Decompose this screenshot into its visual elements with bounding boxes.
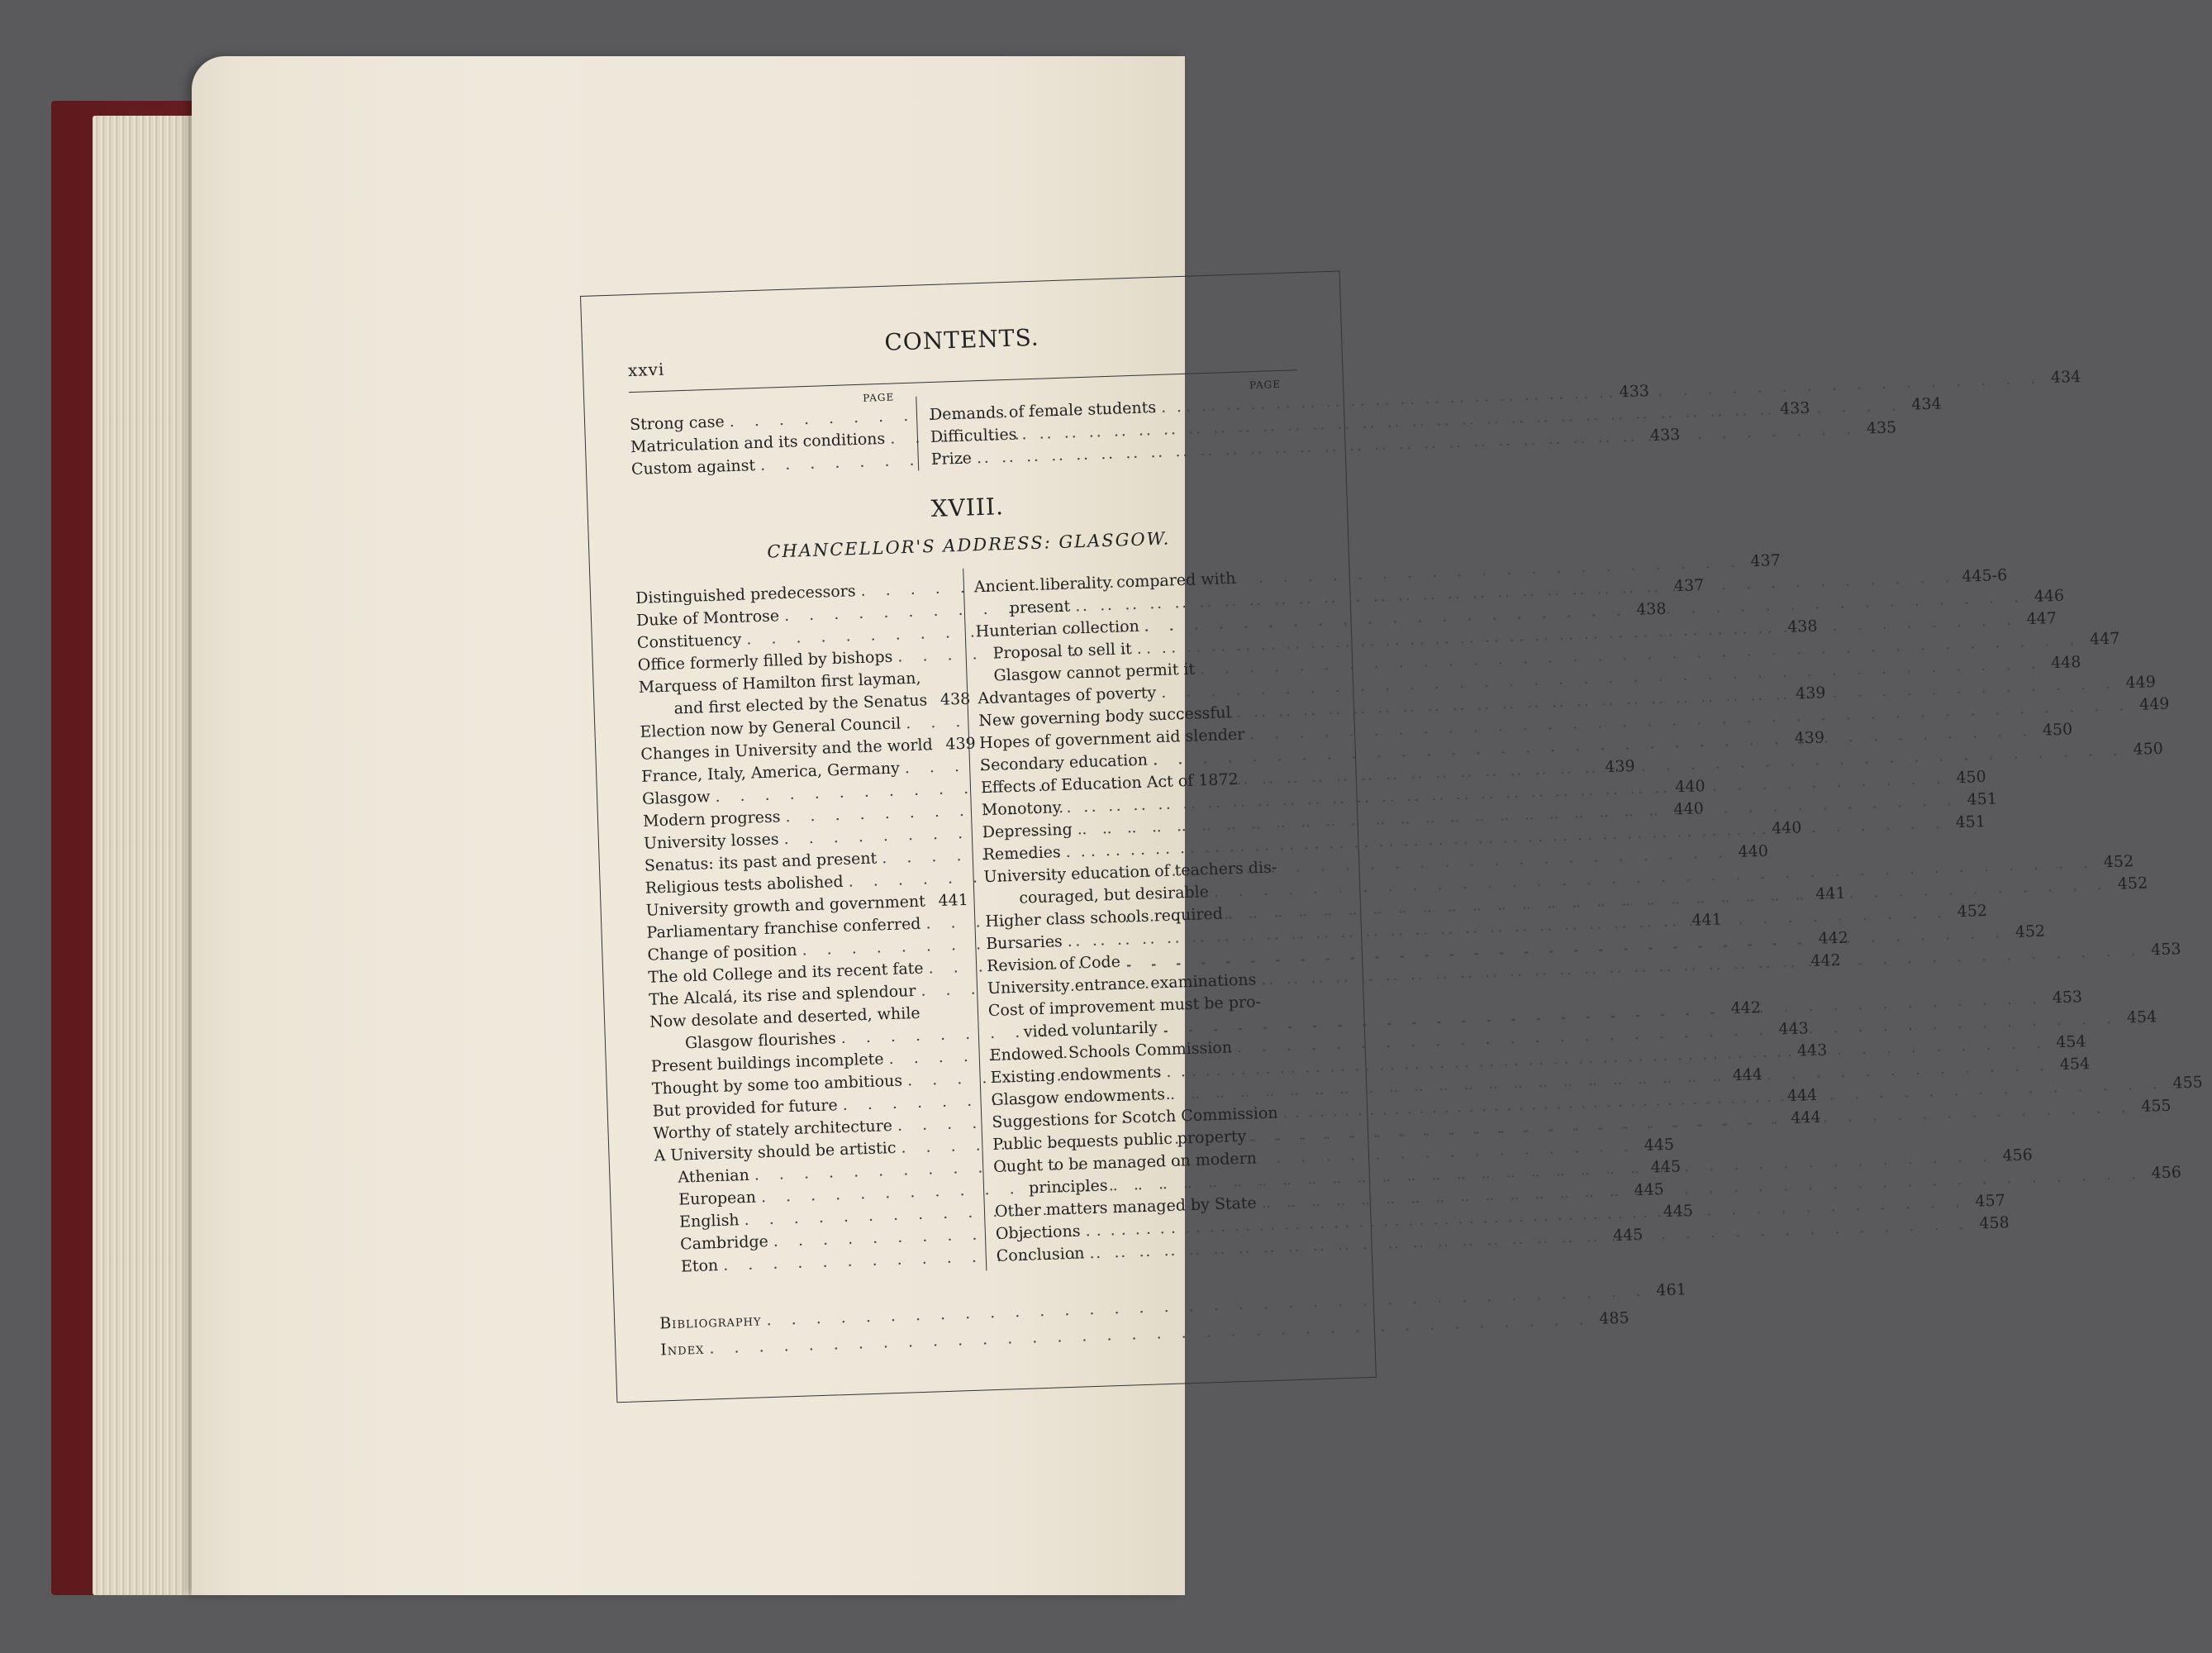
page-column-label-left: PAGE [863,391,895,404]
toc-entry[interactable]: Change of position . . . 441 [647,934,966,967]
book-page [192,56,2204,1595]
toc-entry[interactable]: Secondary education . . . 450 [980,744,1320,778]
toc-entry-bibliography[interactable]: Bibliography . . . 461 [659,1288,1338,1336]
toc-entry[interactable]: Revision of Code . . . 452 [987,945,1326,979]
toc-entry[interactable]: Bursaries . . . 452 [986,922,1325,956]
toc-entry-index[interactable]: Index . . . 485 [660,1314,1339,1363]
toc-entry[interactable]: Depressing . . . 451 [982,811,1321,845]
toc-entry[interactable]: A University should be artistic . . . 444 [654,1135,973,1168]
toc-entry[interactable]: Cambridge . . . 445 [657,1224,976,1257]
toc-entry[interactable]: Changes in University and the world 439 [640,734,977,764]
toc-entry[interactable]: Higher class schools required . . . 452 [985,900,1325,934]
toc-entry[interactable]: Religious tests abolished . . . 440 [645,867,963,900]
toc-entry[interactable]: France, Italy, America, Germany . . . 439 [641,755,960,788]
toc-entry[interactable]: Prize . . . 435 [930,436,1299,471]
toc-entry[interactable]: Worthy of stately architecture . . . 444 [653,1112,972,1146]
toc-entry[interactable]: Custom against . . . 433 [631,450,909,481]
toc-entry[interactable]: Modern progress . . . 440 [643,800,962,833]
toc-entry[interactable]: Effects of Education Act of 1872 . . . 450 [981,766,1320,800]
toc-entry[interactable]: Election now by General Council . . . 439 [640,711,959,744]
toc-entry[interactable]: Remedies . . . 451 [982,833,1322,867]
toc-entry[interactable]: New governing body successful . . . 449 [978,699,1318,733]
toc-entry[interactable]: University growth and government 441 [645,890,969,920]
toc-entry[interactable]: Advantages of poverty . . . 448 [978,677,1317,711]
contents-block [580,270,2204,1403]
toc-entry[interactable]: Suggestions for Scotch Commission . . . 455 [992,1100,1331,1134]
toc-entry[interactable]: Other matters managed by State . . . 456 [995,1189,1334,1223]
toc-entry[interactable]: Distinguished predecessors . . . 437 [635,577,954,610]
toc-entry[interactable]: Glasgow endowments . . . 454 [991,1078,1330,1112]
toc-entry[interactable]: Glasgow flourishes . . . 442 [650,1023,969,1056]
toc-entry[interactable]: vided voluntarily . . . 453 [988,1011,1328,1045]
toc-entry[interactable]: Eton . . . 445 [658,1246,977,1279]
toc-entry[interactable]: Parliamentary franchise conferred . . . 441 [646,912,965,945]
toc-entry[interactable]: Public bequests public property . . . 455 [992,1122,1332,1156]
page-column-label-right: PAGE [1249,378,1282,392]
page-title: CONTENTS. [883,323,1040,356]
toc-entry[interactable]: But provided for future . . . 444 [652,1090,971,1123]
toc-entry[interactable]: Demands of female students . . . 434 [930,392,1298,426]
toc-entry[interactable]: Senatus: its past and present . . . 440 [644,845,963,878]
toc-entry[interactable]: Cost of improvement must be pro- [987,993,1262,1021]
folio-number: xxvi [627,359,665,381]
toc-entry[interactable]: University entrance examinations . . . 453 [987,967,1327,1001]
toc-entry[interactable]: English . . . 445 [656,1202,975,1235]
toc-entry[interactable]: Strong case . . . 433 [630,405,907,436]
toc-entry[interactable]: Ought to be managed on modern [992,1149,1258,1176]
toc-entry[interactable]: Now desolate and deserted, while [649,1003,920,1031]
toc-entry[interactable]: The Alcalá, its rise and splendour . . . 442 [649,979,968,1012]
toc-entry[interactable]: Duke of Montrose . . . 437 [636,599,955,632]
toc-entry[interactable]: present . . . 445-6 [974,588,1314,622]
toc-entry[interactable]: Existing endowments . . . 454 [990,1055,1330,1089]
toc-entry[interactable]: Marquess of Hamilton first layman, [638,669,921,697]
toc-entry[interactable]: Proposal to sell it . . . 447 [976,632,1315,666]
toc-entry[interactable]: European . . . 445 [655,1179,974,1212]
toc-entry[interactable]: Glasgow . . . 439 [642,778,961,811]
toc-entry[interactable]: Hopes of government aid slender . . . 449 [979,722,1319,755]
toc-entry[interactable]: Present buildings incomplete . . . 443 [651,1046,970,1079]
toc-entry[interactable]: Matriculation and its conditions . . . 433 [630,427,908,459]
toc-entry[interactable]: Difficulties . . . 434 [930,414,1298,449]
toc-entry[interactable]: Thought by some too ambitious . . . 443 [651,1068,970,1101]
toc-entry[interactable]: couraged, but desirable . . . 452 [984,878,1324,912]
toc-entry[interactable]: principles . . . 456 [994,1167,1334,1201]
toc-entry[interactable]: Hunterian collection . . . 446 [975,610,1315,644]
chapter-title: CHANCELLOR'S ADDRESS: GLASGOW. [766,528,1171,562]
toc-entry[interactable]: Ancient liberality compared with [973,569,1236,597]
toc-entry[interactable]: and first elected by the Senatus 438 [673,689,971,718]
toc-entry[interactable]: Constituency . . . 438 [637,622,956,655]
toc-entry[interactable]: Conclusion . . . 458 [996,1234,1335,1268]
toc-entry[interactable]: University losses . . . 440 [644,822,963,855]
toc-entry[interactable]: University education of teachers dis- [983,858,1277,887]
toc-entry[interactable]: Objections . . . 457 [995,1212,1334,1246]
toc-entry[interactable]: The old College and its recent fate . . . 442 [648,956,967,989]
toc-entry[interactable]: Endowed Schools Commission . . . 454 [989,1033,1329,1067]
toc-entry[interactable]: Athenian . . . 445 [654,1157,973,1190]
toc-entry[interactable]: Office formerly filled by bishops . . . 438 [637,644,956,677]
toc-entry[interactable]: Glasgow cannot permit it . . . 447 [977,655,1316,688]
toc-entry[interactable]: Monotony . . . 450 [981,788,1320,822]
chapter-number: XVIII. [930,493,1005,523]
